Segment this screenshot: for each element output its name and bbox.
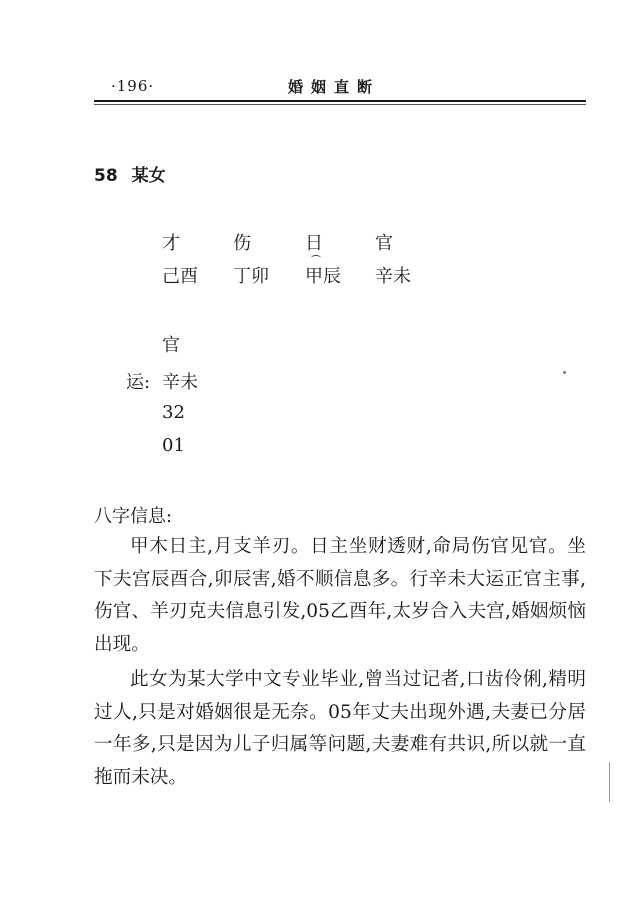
paragraph-1: 甲木日主,月支羊刃。日主坐财透财,命局伤官见官。坐下夫宫辰酉合,卯辰害,婚不顺信息多。行辛未大运正官主事,伤官、羊刃克夫信息引发,05乙酉年,太岁合入夫宫,婚姻烦恼出现。	[94, 536, 586, 655]
pillar-day: 甲辰	[305, 266, 341, 287]
luck-god: 官	[162, 335, 180, 356]
luck-label: 运:	[126, 372, 151, 393]
pillar-month: 丁卯	[233, 266, 269, 287]
god-day: 日	[305, 233, 323, 254]
pillar-year: 己酉	[162, 266, 198, 287]
god-month: 伤	[233, 233, 251, 254]
case-name: 某女	[131, 166, 166, 186]
page-number: ·196·	[111, 77, 155, 95]
case-title	[94, 161, 166, 186]
luck-year: 01	[162, 435, 185, 456]
section-heading: 八字信息:	[94, 506, 173, 527]
scan-dot	[563, 371, 566, 374]
luck-age: 32	[162, 402, 185, 423]
running-title: 婚姻直断	[288, 78, 381, 96]
scan-edge-mark	[609, 762, 610, 802]
paragraph-2: 此女为某大学中文专业毕业,曾当过记者,口齿伶俐,精明过人,只是对婚姻很是无奈。05年丈夫出现外遇,夫妻已分居一年多,只是因为儿子归属等问题,夫妻难有共识,所以就一直拖而未决。	[94, 669, 586, 788]
case-number: 58	[94, 166, 118, 186]
day-master-arc	[311, 255, 321, 261]
god-year: 才	[162, 233, 180, 254]
pillar-hour: 辛未	[375, 266, 411, 287]
header-rule-thick	[94, 100, 586, 102]
header-rule-thin	[94, 104, 586, 105]
god-hour: 官	[375, 233, 393, 254]
luck-pillar: 辛未	[162, 372, 198, 393]
